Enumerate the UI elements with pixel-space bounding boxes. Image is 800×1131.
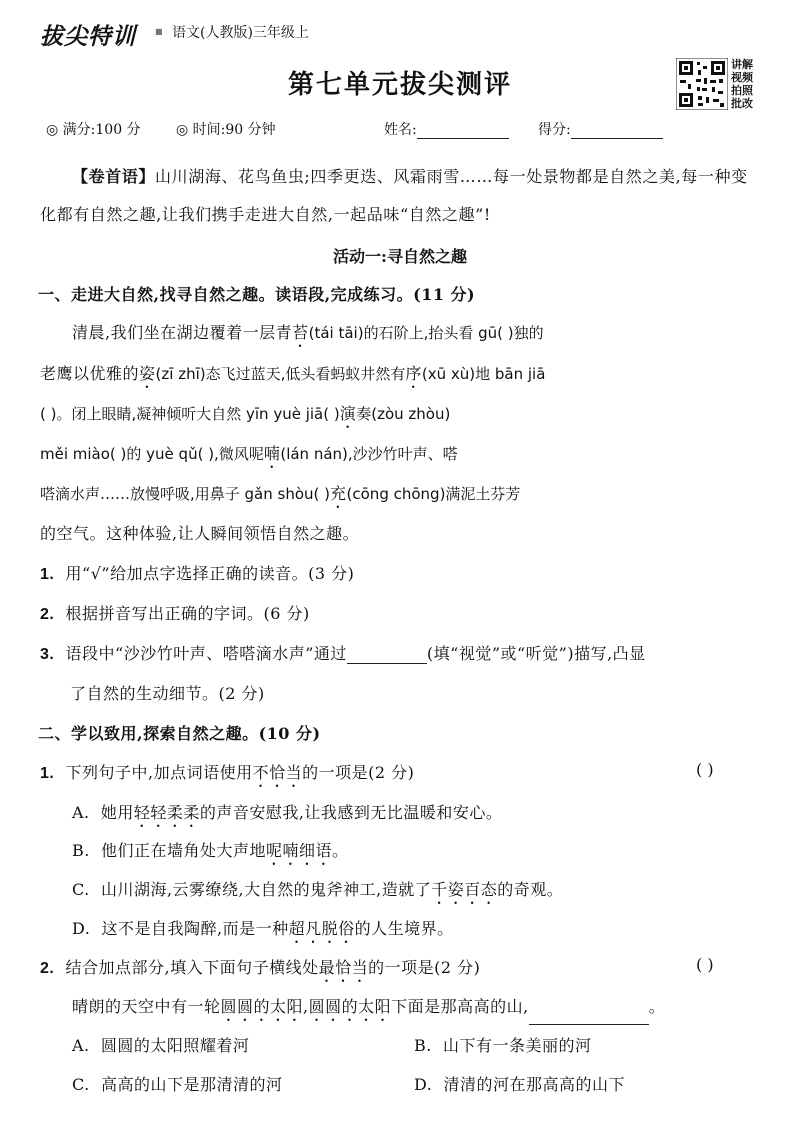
name-label: 姓名: — [384, 122, 417, 138]
question-2-2: 2. 结合加点部分,填入下面句子横线处最恰当的一项是(2 分) — [40, 958, 481, 977]
option-2-1-c[interactable]: C. 山川湖海,云雾缭绕,大自然的鬼斧神工,造就了千姿百态的奇观。 — [72, 880, 564, 899]
answer-blank[interactable] — [529, 1010, 649, 1025]
passage-line-1: 清晨,我们坐在湖边覆着一层青苔(tái tāi)的石阶上,抬头看 gū( )独的 — [72, 323, 544, 342]
section2-heading: 二、学以致用,探索自然之趣。(10 分) — [38, 724, 321, 743]
option-2-2-a[interactable]: A. 圆圆的太阳照耀着河 — [72, 1036, 250, 1055]
question-1-3: 3. 语段中“沙沙竹叶声、嗒嗒滴水声”通过 (填“视觉”或“听觉”)描写,凸显 — [40, 644, 646, 663]
option-2-2-b[interactable]: B. 山下有一条美丽的河 — [414, 1036, 592, 1055]
qr-label: 讲解视频拍照批改 — [731, 58, 753, 110]
name-field[interactable] — [384, 119, 509, 139]
page-title: 第七单元拔尖测评 — [287, 70, 512, 100]
activity-title: 活动一:寻自然之趣 — [333, 247, 467, 266]
grade-field[interactable] — [538, 119, 663, 139]
time-info: ◎ 时间:90 分钟 — [176, 122, 276, 138]
passage-line-5: 嗒滴水声……放慢呼吸,用鼻子 gǎn shòu( )充(cōng chōng)满泥土芬芳 — [40, 484, 521, 503]
option-2-2-d[interactable]: D. 清清的河在那高高的山下 — [414, 1075, 626, 1094]
qr-code-icon[interactable] — [676, 58, 728, 110]
option-2-1-d[interactable]: D. 这不是自我陶醉,而是一种超凡脱俗的人生境界。 — [72, 919, 454, 938]
intro-paragraph: 【卷首语】山川湖海、花鸟鱼虫;四季更迭、风霜雨雪……每一处景物都是自然之美,每一种变化都有自然之趣,让我们携手走进大自然,一起品味“自然之趣”! — [40, 167, 748, 224]
option-2-1-a[interactable]: A. 她用轻轻柔柔的声音安慰我,让我感到无比温暖和安心。 — [72, 803, 503, 822]
passage-line-4: měi miào( )的 yuè qǔ( ),微风呢喃(lán nán),沙沙竹叶声、嗒 — [40, 444, 458, 463]
brand-logo: 拔尖特训 — [40, 24, 136, 50]
option-2-1-b[interactable]: B. 他们正在墙角处大声地呢喃细语。 — [72, 841, 349, 860]
grade-label: 得分: — [538, 122, 571, 138]
option-2-2-c[interactable]: C. 高高的山下是那清清的河 — [72, 1075, 283, 1094]
passage-line-6: 的空气。这种体验,让人瞬间领悟自然之趣。 — [40, 524, 360, 543]
score-info: ◎ 满分:100 分 — [46, 122, 141, 138]
subject-label: 语文(人教版)三年级上 — [172, 25, 309, 41]
answer-paren-2[interactable]: ( ) — [696, 955, 714, 974]
answer-paren-1[interactable]: ( ) — [696, 760, 714, 779]
question-1-3-cont: 了自然的生动细节。(2 分) — [70, 684, 265, 703]
separator: ■ — [155, 27, 163, 36]
question-2-1: 1. 下列句子中,加点词语使用不恰当的一项是(2 分) — [40, 763, 415, 782]
passage-line-2: 老鹰以优雅的姿(zī zhī)态飞过蓝天,低头看蚂蚁井然有序(xū xù)地 bān jiā — [40, 364, 546, 383]
passage-line-3: ( )。闭上眼睛,凝神倾听大自然 yīn yuè jiā( )演奏(zòu zhòu) — [40, 404, 451, 423]
question-2-2-sentence: 晴朗的天空中有一轮圆圆的太阳,圆圆的太阳下面是那高高的山, 。 — [72, 994, 665, 1025]
question-1-2: 2. 根据拼音写出正确的字词。(6 分) — [40, 604, 310, 623]
question-1-1: 1. 用“√”给加点字选择正确的读音。(3 分) — [40, 564, 355, 583]
section1-heading: 一、走进大自然,找寻自然之趣。读语段,完成练习。(11 分) — [38, 285, 476, 304]
answer-blank[interactable] — [347, 649, 427, 664]
